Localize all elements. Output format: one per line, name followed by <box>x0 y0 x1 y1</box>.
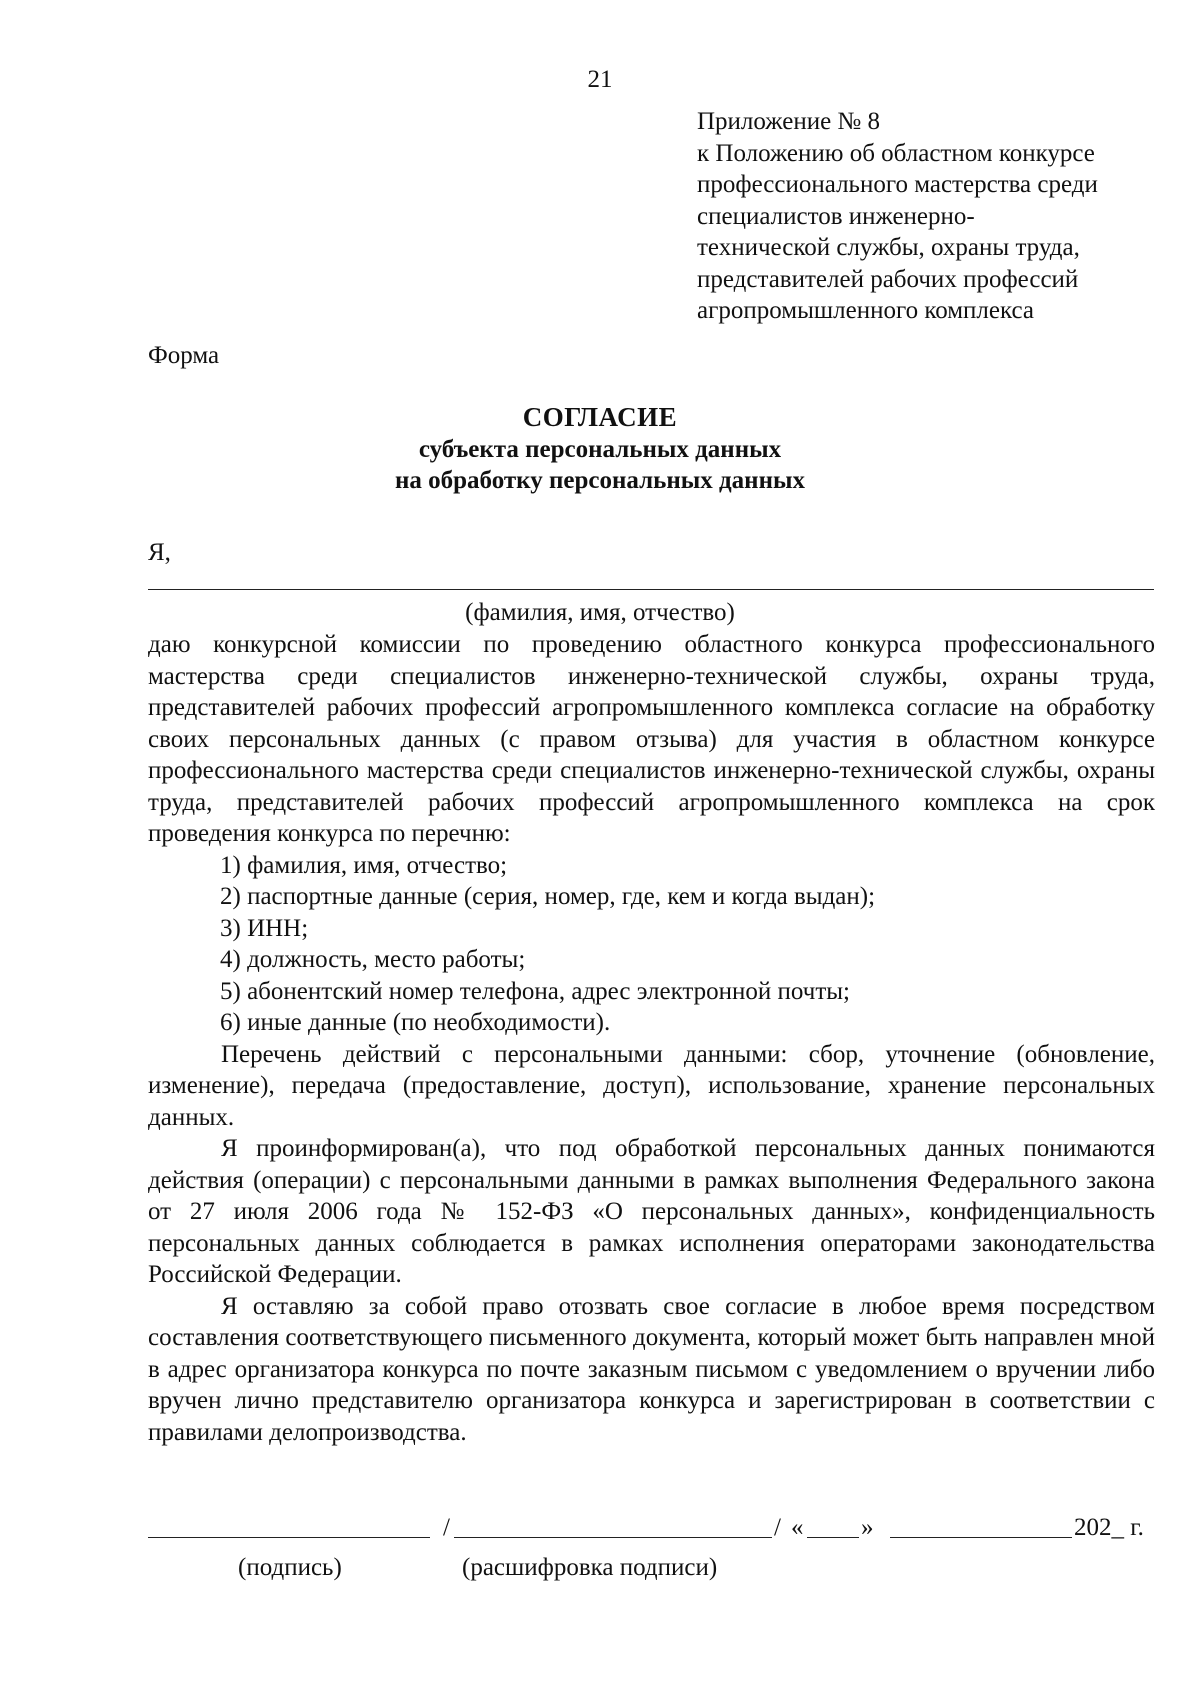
signature-line[interactable] <box>148 1512 430 1538</box>
list-item: 4) должность, место работы; <box>220 946 526 973</box>
day-line[interactable] <box>807 1512 859 1538</box>
appendix-line: агропромышленного комплекса <box>697 297 1035 324</box>
consent-body <box>148 629 1155 1448</box>
appendix-note <box>697 106 1177 327</box>
revocation-paragraph: Я оставляю за собой право отозвать свое согласие в любое время посредством составления соответствующего письменного документа, который может быть направлен мной в адрес организатора конкурса по почте заказным письмом с уведомлением о вручении либо вручен лично представителю организатора конкурса и зарегистрирован в соответствии с правилами делопроизводства. <box>148 1292 1155 1446</box>
signature-captions <box>0 1552 1200 1584</box>
full-name-caption: (фамилия, имя, отчество) <box>465 599 735 626</box>
appendix-line: Приложение № 8 <box>697 108 881 135</box>
year-label: 202_ г. <box>1074 1514 1144 1541</box>
informed-paragraph: Я проинформирован(а), что под обработкой персональных данных понимаются действия (операции) с персональными данными в рамках выполнения Федерального закона от 27 июля 2006 года № 152-ФЗ «О персональных данных», конфиденциальность персональных данных соблюдается в рамках исполнения операторами законодательства Российской Федерации. <box>148 1135 1155 1288</box>
appendix-line: технической службы, охраны труда, <box>697 234 1080 261</box>
ya-label: Я, <box>148 539 171 566</box>
list-item: 5) абонентский номер телефона, адрес электронной почты; <box>220 977 851 1005</box>
title-main: СОГЛАСИЕ <box>522 402 678 432</box>
list-item: 2) паспортные данные (серия, номер, где, кем и когда выдан); <box>220 883 876 910</box>
quote-close: » <box>861 1514 874 1541</box>
appendix-line: специалистов инженерно- <box>697 202 975 230</box>
decoding-caption: (расшифровка подписи) <box>462 1554 718 1581</box>
signature-row <box>148 1512 1154 1544</box>
title-purpose: на обработку персональных данных <box>395 467 805 494</box>
intro-paragraph: даю конкурсной комиссии по проведению областного конкурса профессионального мастерства среди специалистов инженерно-технической службы, охраны труда, представителей рабочих профессий агропромышленного комплекса согласие на обработку своих персональных данных (с правом отзыва) для участия в областном конкурсе профессионального мастерства среди специалистов инженерно-технической службы, охраны труда, представителей рабочих профессий агропромышленного комплекса на срок проведения конкурса по перечню: <box>148 631 1155 847</box>
appendix-line: представителей рабочих профессий <box>697 265 1079 293</box>
quote-open: « <box>791 1514 804 1541</box>
full-name-line[interactable] <box>148 589 1154 590</box>
signature-decoding-line[interactable] <box>454 1512 772 1538</box>
document-title <box>0 402 1200 497</box>
actions-paragraph: Перечень действий с персональными данными: сбор, уточнение (обновление, изменение), передача (предоставление, доступ), использование, хранение персональных данных. <box>148 1040 1155 1131</box>
month-line[interactable] <box>890 1512 1072 1538</box>
appendix-line: профессионального мастерства среди <box>697 171 1098 198</box>
signature-caption: (подпись) <box>238 1554 342 1581</box>
appendix-line: к Положению об областном конкурсе <box>697 139 1095 167</box>
list-item: 3) ИНН; <box>220 914 309 942</box>
form-label: Форма <box>148 342 220 369</box>
title-subject: субъекта персональных данных <box>418 435 782 463</box>
slash-separator: / <box>443 1514 450 1541</box>
slash-separator: / <box>774 1514 781 1541</box>
page-number: 21 <box>587 66 613 93</box>
list-item: 6) иные данные (по необходимости). <box>220 1009 611 1036</box>
list-item: 1) фамилия, имя, отчество; <box>220 851 508 879</box>
